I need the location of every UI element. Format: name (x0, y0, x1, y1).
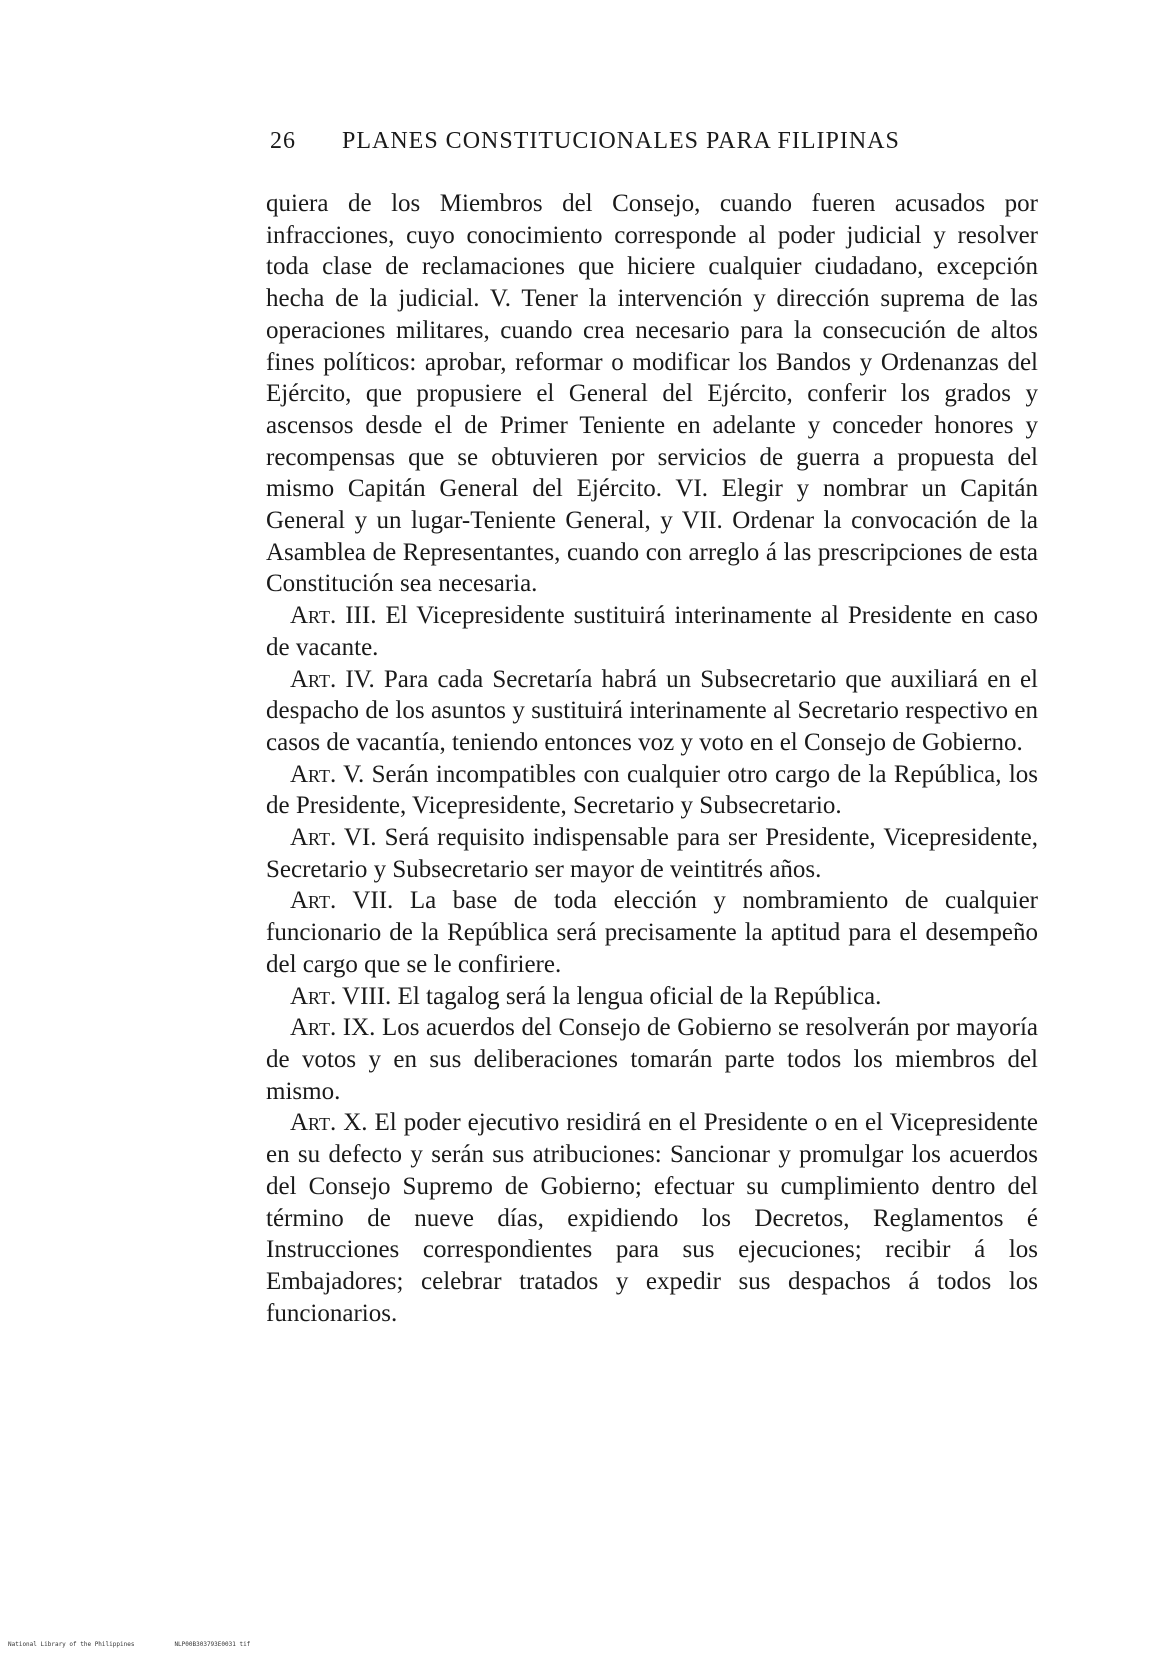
article-text: Serán incompatibles con cualquier otro cargo de la República, los de Presidente, Vicepresidente, Secretario y Subsecretario. (266, 760, 1038, 820)
article-text: El poder ejecutivo residirá en el Presidente o en el Vicepresidente en su defecto y serán sus atribuciones: Sancionar y promulgar los acuerdos del Consejo Supremo de Gobierno; efectuar su cumplimiento dentro del término de nueve días, expidiendo los Decretos, Reglamentos é Instrucciones correspondientes para sus ejecuciones; recibir á los Embajadores; celebrar tratados y expedir sus despachos á todos los funcionarios. (266, 1109, 1039, 1327)
article-text: El tagalog será la lengua oficial de la República. (397, 982, 882, 1010)
article-label: Art. IX. (290, 1014, 376, 1042)
paragraph-text: quiera de los Miembros del Consejo, cuando fueren acusados por infracciones, cuyo conocimiento corresponde al poder judicial y resolver toda clase de reclamaciones que hiciere cualquier ciudadano, excepción hecha de la judicial. V. Tener la intervención y dirección suprema de las operaciones militares, cuando crea necesario para la consecución de altos fines políticos: aprobar, reformar o modificar los Bandos y Ordenanzas del Ejército, que propusiere el General del Ejército, conferir los grados y ascensos desde el de Primer Teniente en adelante y conceder honores y recompensas que se obtuvieren por servicios de guerra a propuesta del mismo Capitán General del Ejército. VI. Elegir y nombrar un Capitán General y un lugar-Teniente General, y VII. Ordenar la convocación de la Asamblea de Representantes, cuando con arreglo á las prescripciones de esta Constitución sea necesaria. (266, 190, 1038, 598)
file-id: NLP00B303793E0031 tif (174, 1641, 251, 1648)
article-label: Art. V. (290, 760, 365, 788)
article-text: El Vicepresidente sustituirá interinamente al Presidente en caso de vacante. (266, 602, 1039, 661)
article-vi (266, 822, 1038, 885)
scan-footer (8, 1641, 290, 1648)
running-title: PLANES CONSTITUCIONALES PARA FILIPINAS (342, 128, 900, 154)
article-iii (266, 600, 1038, 663)
library-credit: National Library of the Philippines (8, 1641, 135, 1648)
article-label: Art. X. (290, 1109, 368, 1137)
body-text (266, 188, 1038, 1329)
article-viii (266, 981, 1038, 1013)
article-label: Art. III. (290, 602, 377, 630)
article-label: Art. VI. (290, 824, 377, 852)
article-x (266, 1107, 1038, 1329)
paragraph-continuation (266, 188, 1038, 600)
page-number: 26 (270, 128, 296, 154)
article-text: Para cada Secretaría habrá un Subsecretario que auxiliará en el despacho de los asuntos y sustituirá interinamente al Secretario respectivo en casos de vacantía, teniendo entonces voz y voto en el Consejo de Gobierno. (266, 665, 1038, 756)
article-text: La base de toda elección y nombramiento de cualquier funcionario de la República será precisamente la aptitud para el desempeño del cargo que se le confiriere. (266, 887, 1039, 978)
article-text: Será requisito indispensable para ser Presidente, Vicepresidente, Secretario y Subsecretario ser mayor de veintitrés años. (266, 824, 1039, 883)
article-label: Art. VII. (290, 887, 394, 915)
article-iv (266, 664, 1038, 759)
article-ix (266, 1012, 1038, 1107)
article-label: Art. IV. (290, 665, 375, 693)
article-text: Los acuerdos del Consejo de Gobierno se resolverán por mayoría de votos y en sus deliberaciones tomarán parte todos los miembros del mismo. (266, 1014, 1039, 1105)
article-v (266, 759, 1038, 822)
article-vii (266, 885, 1038, 980)
running-head (270, 128, 1030, 155)
article-label: Art. VIII. (290, 982, 392, 1010)
